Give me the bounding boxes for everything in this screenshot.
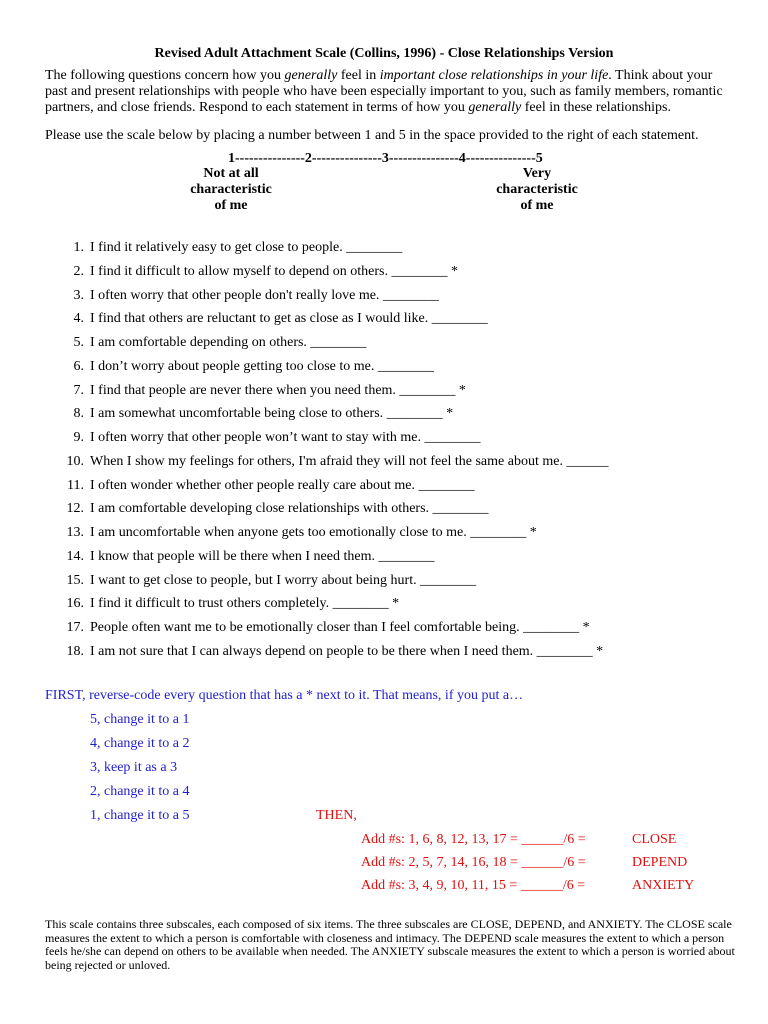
question-item[interactable]: 7. I find that people are never there when you need them. ________ * <box>73 382 466 398</box>
question-item[interactable]: 16. I find it difficult to trust others completely. ________ * <box>66 596 400 612</box>
reverse-rule: 1, change it to a 5 <box>90 808 190 823</box>
document-title: Revised Adult Attachment Scale (Collins, 1996) - Close Relationships Version <box>154 46 614 61</box>
subscale-close-label: CLOSE <box>632 832 677 847</box>
question-item[interactable]: 1. I find it relatively easy to get close to people. ________ <box>73 240 403 255</box>
question-item[interactable]: 9. I often worry that other people won’t want to stay with me. ________ <box>73 430 481 445</box>
intro-paragraph: The following questions concern how you generally feel in important close relationships in your life. Think about your past and present relationships with people who have been especially important to you, such as family members, romantic partners, and close friends. Respond to each statement in terms of how you generally feel in these relationships. <box>45 68 723 115</box>
question-item[interactable]: 14. I know that people will be there when I need them. ________ <box>66 548 435 564</box>
reverse-rule: 5, change it to a 1 <box>90 712 190 727</box>
reverse-rule: 2, change it to a 4 <box>90 784 190 799</box>
formula-anxiety: Add #s: 3, 4, 9, 10, 11, 15 = ______/6 = <box>361 878 586 893</box>
formula-depend: Add #s: 2, 5, 7, 14, 16, 18 = ______/6 = <box>361 855 586 870</box>
question-item[interactable]: 12. I am comfortable developing close relationships with others. ________ <box>66 501 489 517</box>
subscale-anxiety-label: ANXIETY <box>632 878 695 893</box>
question-item[interactable]: 15. I want to get close to people, but I worry about being hurt. ________ <box>66 572 477 588</box>
question-item[interactable]: 10. When I show my feelings for others, I'm afraid they will not feel the same about me. ______ <box>66 453 609 469</box>
question-item[interactable]: 3. I often worry that other people don't really love me. ________ <box>73 287 439 303</box>
then-label: THEN, <box>316 808 357 823</box>
question-item[interactable]: 8. I am somewhat uncomfortable being close to others. ________ * <box>73 406 454 422</box>
scale-anchor-high: Very characteristic of me <box>496 166 578 213</box>
instructions: Please use the scale below by placing a number between 1 and 5 in the space provided to the right of each statement. <box>45 128 699 143</box>
question-item[interactable]: 17. People often want me to be emotionally closer than I feel comfortable being. ________ * <box>66 620 590 635</box>
question-item[interactable]: 4. I find that others are reluctant to get as close as I would like. ________ <box>73 311 488 327</box>
question-item[interactable]: 13. I am uncomfortable when anyone gets too emotionally close to me. ________ * <box>66 525 537 540</box>
formula-close: Add #s: 1, 6, 8, 12, 13, 17 = ______/6 = <box>361 832 586 847</box>
question-item[interactable]: 11. I often wonder whether other people really care about me. ________ <box>67 477 475 493</box>
scale-anchor-low: Not at all characteristic of me <box>190 166 272 213</box>
question-item[interactable]: 18. I am not sure that I can always depend on people to be there when I need them. ________ * <box>66 643 604 659</box>
question-item[interactable]: 2. I find it difficult to allow myself to depend on others. ________ * <box>73 263 458 279</box>
rating-scale-line: 1---------------2---------------3---------------4---------------5 <box>228 151 543 166</box>
reverse-code-instruction: FIRST, reverse-code every question that has a * next to it. That means, if you put a… <box>45 688 524 703</box>
question-item[interactable]: 6. I don’t worry about people getting too close to me. ________ <box>73 358 434 374</box>
question-item[interactable]: 5. I am comfortable depending on others. ________ <box>73 335 367 350</box>
subscale-depend-label: DEPEND <box>632 855 688 870</box>
reverse-rule: 4, change it to a 2 <box>90 736 190 751</box>
reverse-rule: 3, keep it as a 3 <box>90 760 178 775</box>
question-list <box>56 238 736 666</box>
subscale-description: This scale contains three subscales, each composed of six items. The three subscales are CLOSE, DEPEND, and ANXIETY. The CLOSE scale measures the extent to which a person is comfortable with closeness and intimacy. The DEPEND scale measures the extent to which a person feels he/she can depend on others to be available when needed. The ANXIETY subscale measures the extent to which a person is worried about being rejected or unloved. <box>45 917 735 972</box>
